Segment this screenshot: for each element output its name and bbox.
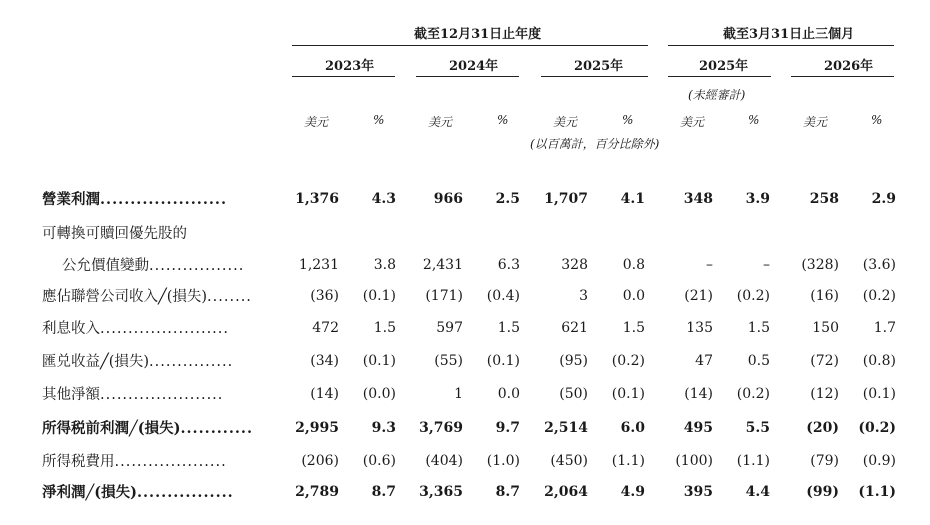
- amount-cell: (206): [301, 453, 339, 469]
- table-row: [0, 383, 930, 413]
- percent-cell: 1.5: [497, 320, 520, 336]
- row-label: [42, 222, 187, 243]
- amount-cell: 1: [454, 386, 463, 402]
- header-quarter-group-rule: [668, 45, 894, 46]
- amount-cell: 1,707: [544, 191, 588, 207]
- percent-cell: 1.7: [873, 320, 896, 336]
- amount-cell: (21): [684, 288, 713, 304]
- row-label-text: 匯兑收益╱(損失): [42, 354, 150, 370]
- percent-cell: 3.8: [373, 257, 396, 273]
- percent-cell: 2.5: [495, 191, 520, 207]
- amount-cell: 47: [695, 353, 713, 369]
- amount-cell: (55): [434, 353, 463, 369]
- percent-cell: 4.4: [745, 484, 770, 500]
- unit-pct-2024: %: [497, 113, 509, 127]
- header-q-2026-rule: [791, 76, 894, 77]
- percent-cell: 9.3: [371, 420, 396, 436]
- percent-cell: (0.2): [736, 386, 770, 402]
- percent-cell: 4.9: [620, 484, 645, 500]
- row-label-leader: ........: [207, 289, 252, 305]
- amount-cell: 597: [436, 320, 463, 336]
- amount-cell: (100): [675, 453, 713, 469]
- row-label: [42, 383, 223, 404]
- amount-cell: (99): [806, 484, 839, 500]
- amount-cell: (14): [310, 386, 339, 402]
- percent-cell: (1.1): [858, 484, 896, 500]
- amount-cell: (34): [310, 353, 339, 369]
- amount-cell: 2,789: [295, 484, 339, 500]
- amount-cell: (14): [684, 386, 713, 402]
- percent-cell: 8.7: [495, 484, 520, 500]
- row-label-leader: .....................: [100, 191, 228, 208]
- row-label-leader: ...............: [149, 354, 234, 370]
- row-label-leader: .................: [149, 258, 245, 274]
- amount-cell: (328): [801, 257, 839, 273]
- header-year-2025: 2025年: [574, 59, 624, 74]
- row-label: [42, 188, 227, 209]
- percent-cell: 2.9: [871, 191, 896, 207]
- header-q-2025-rule: [668, 76, 771, 77]
- header-year-2023: 2023年: [325, 59, 375, 74]
- header-q-2025: 2025年: [699, 59, 749, 74]
- unit-pct-q2026: %: [871, 113, 883, 127]
- amount-cell: 621: [561, 320, 588, 336]
- percent-cell: 9.7: [495, 420, 520, 436]
- table-row: [0, 450, 930, 480]
- row-label: [42, 350, 233, 371]
- amount-cell: (12): [810, 386, 839, 402]
- row-label-leader: ......................: [100, 387, 224, 403]
- amount-cell: 150: [812, 320, 839, 336]
- percent-cell: (0.1): [486, 353, 520, 369]
- row-label: [42, 285, 252, 306]
- table-row: [0, 222, 930, 252]
- percent-cell: (0.2): [862, 288, 896, 304]
- row-label: [42, 481, 234, 502]
- amount-cell: 328: [561, 257, 588, 273]
- table-row: [0, 254, 930, 284]
- row-label-text: 應佔聯營公司收入╱(損失): [42, 289, 208, 305]
- percent-cell: 4.1: [620, 191, 645, 207]
- table-row: [0, 188, 930, 218]
- header-year-2024-rule: [416, 76, 519, 77]
- header-year-2024: 2024年: [449, 59, 499, 74]
- percent-cell: (0.1): [611, 386, 645, 402]
- amount-cell: 3: [579, 288, 588, 304]
- row-label: [42, 450, 227, 471]
- row-label-leader: ....................: [114, 454, 227, 470]
- percent-cell: 8.7: [371, 484, 396, 500]
- unit-usd-q2025: 美元: [680, 115, 705, 129]
- amount-cell: (404): [425, 453, 463, 469]
- percent-cell: (0.2): [611, 353, 645, 369]
- header-quarter-group: 截至3月31日止三個月: [723, 27, 855, 42]
- percent-cell: (1.1): [736, 453, 770, 469]
- amount-cell: 258: [809, 191, 839, 207]
- percent-cell: 6.0: [620, 420, 645, 436]
- unit-pct-2023: %: [373, 113, 385, 127]
- amount-cell: 2,995: [295, 420, 339, 436]
- percent-cell: 0.0: [497, 386, 520, 402]
- row-label-text: 所得税費用: [42, 454, 115, 470]
- amount-cell: 135: [686, 320, 713, 336]
- header-year-2023-rule: [292, 76, 395, 77]
- percent-cell: (0.9): [862, 453, 896, 469]
- row-label-text: 所得税前利潤╱(損失): [42, 420, 181, 437]
- percent-cell: 0.0: [622, 288, 645, 304]
- amount-cell: (72): [810, 353, 839, 369]
- row-label: [62, 254, 244, 275]
- percent-cell: 4.3: [371, 191, 396, 207]
- percent-cell: 1.5: [622, 320, 645, 336]
- percent-cell: 1.5: [373, 320, 396, 336]
- percent-cell: 1.5: [747, 320, 770, 336]
- amount-cell: (36): [310, 288, 339, 304]
- percent-cell: (0.2): [858, 420, 896, 436]
- amount-cell: –: [706, 257, 713, 273]
- percent-cell: (3.6): [862, 257, 896, 273]
- percent-cell: (0.2): [736, 288, 770, 304]
- header-year-2025-rule: [541, 76, 648, 77]
- row-label-text: 利息收入: [42, 321, 100, 337]
- percent-cell: (0.8): [862, 353, 896, 369]
- percent-cell: (1.1): [611, 453, 645, 469]
- unit-usd-2025: 美元: [553, 115, 578, 129]
- percent-cell: 5.5: [745, 420, 770, 436]
- percent-cell: 3.9: [745, 191, 770, 207]
- percent-cell: (0.1): [362, 353, 396, 369]
- amount-cell: (450): [550, 453, 588, 469]
- amount-cell: 966: [433, 191, 463, 207]
- amount-cell: (79): [810, 453, 839, 469]
- percent-cell: (1.0): [486, 453, 520, 469]
- percent-cell: (0.1): [862, 386, 896, 402]
- unit-note: (以百萬計，百分比除外): [530, 137, 660, 151]
- amount-cell: 3,769: [419, 420, 463, 436]
- table-row: [0, 285, 930, 315]
- row-label-leader: ................: [136, 484, 234, 501]
- unit-pct-q2025: %: [748, 113, 760, 127]
- amount-cell: 348: [683, 191, 713, 207]
- percent-cell: –: [763, 257, 770, 273]
- amount-cell: 472: [312, 320, 339, 336]
- percent-cell: (0.0): [362, 386, 396, 402]
- amount-cell: 3,365: [419, 484, 463, 500]
- amount-cell: (20): [806, 420, 839, 436]
- row-label-text: 其他淨額: [42, 387, 100, 403]
- amount-cell: 495: [683, 420, 713, 436]
- amount-cell: 1,376: [295, 191, 339, 207]
- row-label-leader: .......................: [100, 321, 230, 337]
- amount-cell: 395: [683, 484, 713, 500]
- table-row: [0, 350, 930, 380]
- amount-cell: 1,231: [298, 257, 339, 273]
- percent-cell: (0.6): [362, 453, 396, 469]
- row-label: [42, 417, 253, 438]
- row-label-text: 營業利潤: [42, 191, 100, 208]
- header-year-group: 截至12月31日止年度: [414, 27, 542, 42]
- row-label-text: 可轉換可贖回優先股的: [42, 226, 187, 242]
- amount-cell: (95): [559, 353, 588, 369]
- unit-usd-2024: 美元: [428, 115, 453, 129]
- amount-cell: 2,514: [544, 420, 588, 436]
- amount-cell: 2,064: [544, 484, 588, 500]
- amount-cell: (171): [425, 288, 463, 304]
- amount-cell: (50): [559, 386, 588, 402]
- table-row: [0, 417, 930, 447]
- percent-cell: 6.3: [497, 257, 520, 273]
- row-label-text: 淨利潤╱(損失): [42, 484, 137, 501]
- percent-cell: 0.5: [747, 353, 770, 369]
- unit-usd-q2026: 美元: [803, 115, 828, 129]
- amount-cell: (16): [810, 288, 839, 304]
- row-label-leader: ............: [180, 420, 254, 437]
- percent-cell: (0.1): [362, 288, 396, 304]
- unit-usd-2023: 美元: [304, 115, 329, 129]
- unaudited-note: (未經審計): [688, 88, 746, 102]
- header-year-group-rule: [292, 45, 648, 46]
- unit-pct-2025: %: [622, 113, 634, 127]
- header-q-2026: 2026年: [824, 59, 874, 74]
- percent-cell: (0.4): [486, 288, 520, 304]
- amount-cell: 2,431: [422, 257, 463, 273]
- row-label-text: 公允價值變動: [62, 258, 149, 274]
- table-row: [0, 317, 930, 347]
- percent-cell: 0.8: [622, 257, 645, 273]
- table-row: [0, 481, 930, 511]
- row-label: [42, 317, 229, 338]
